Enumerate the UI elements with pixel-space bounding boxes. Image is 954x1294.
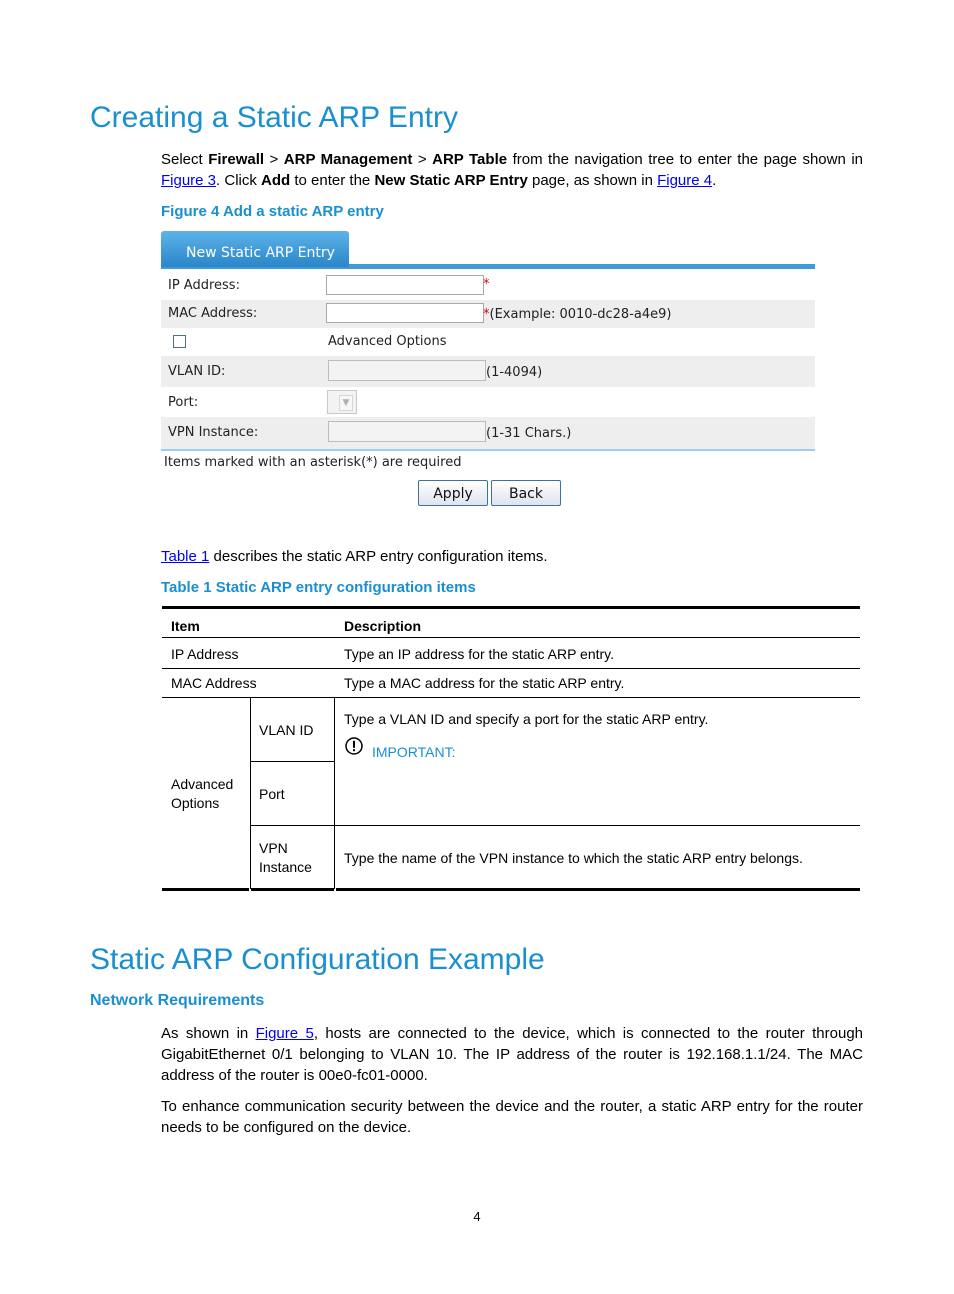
item-advanced-options-line1: Advanced	[171, 776, 234, 792]
link-figure-3[interactable]: Figure 3	[161, 172, 217, 189]
item-ip-address: IP Address	[171, 646, 239, 662]
tab-new-static-arp-entry[interactable]: New Static ARP Entry	[161, 231, 349, 267]
intro-text: Select	[161, 151, 209, 168]
table-reference-text: describes the static ARP entry configuration items.	[209, 548, 548, 565]
item-vpn-instance-line2: Instance	[259, 859, 312, 875]
table-reference-paragraph	[161, 546, 548, 567]
header-description: Description	[344, 618, 422, 634]
mac-address-row	[161, 300, 815, 328]
table-bottom-rule	[162, 888, 249, 891]
table-subrow-rule	[250, 761, 334, 762]
link-figure-5[interactable]: Figure 5	[255, 1025, 314, 1042]
section-title-static-arp-configuration-example: Static ARP Configuration Example	[90, 943, 545, 976]
vlan-id-label: VLAN ID:	[168, 364, 226, 379]
nav-arp-management: ARP Management	[283, 151, 413, 168]
port-label: Port:	[168, 395, 199, 410]
link-table-1[interactable]: Table 1	[161, 548, 210, 565]
ip-address-row	[161, 272, 815, 300]
important-label: IMPORTANT:	[372, 744, 456, 760]
important-icon	[345, 737, 363, 755]
vlan-id-row	[161, 356, 815, 387]
paragraph-text: , hosts are connected to the device, which is connected to the router through GigabitEthernet 0/1 belonging to VLAN 10. The IP address of the router is 192.168.1.1/24. The MAC address of the router is 00e0-fc01-0000.	[161, 1025, 864, 1084]
item-vpn-instance-line1: VPN	[259, 840, 288, 856]
add-keyword: Add	[261, 172, 291, 189]
desc-vpn-instance: Type the name of the VPN instance to which the static ARP entry belongs.	[344, 850, 803, 866]
page-number: 4	[473, 1209, 481, 1224]
table-header-rule	[162, 637, 860, 638]
port-select[interactable]	[327, 390, 357, 414]
chevron-down-icon: ▼	[339, 395, 353, 411]
advanced-options-label: Advanced Options	[328, 334, 447, 349]
intro-text: to enter the	[290, 172, 375, 189]
nav-separator: >	[412, 151, 433, 168]
mac-example-text: (Example: 0010-dc28-a4e9)	[489, 307, 672, 322]
figure-4-caption: Figure 4 Add a static ARP entry	[161, 203, 384, 220]
item-advanced-options-line2: Options	[171, 795, 220, 811]
table-bottom-rule	[251, 888, 334, 891]
network-requirements-paragraph-1	[161, 1023, 863, 1086]
item-vlan-id: VLAN ID	[259, 722, 314, 738]
ip-address-input[interactable]	[326, 275, 484, 295]
table-1-caption: Table 1 Static ARP entry configuration items	[161, 579, 476, 596]
mac-address-label: MAC Address:	[168, 306, 258, 321]
section-title-creating-static-arp-entry: Creating a Static ARP Entry	[90, 101, 458, 134]
desc-mac-address: Type a MAC address for the static ARP entry.	[344, 675, 625, 691]
item-mac-address: MAC Address	[171, 675, 257, 691]
apply-button[interactable]: Apply	[418, 480, 488, 506]
static-arp-config-table	[162, 606, 860, 892]
mac-address-hint	[483, 307, 671, 322]
port-row	[161, 387, 815, 417]
table-column-rule	[334, 697, 335, 889]
table-subrow-rule	[250, 825, 860, 826]
intro-text: from the navigation tree to enter the page shown in	[507, 151, 863, 168]
mac-address-input[interactable]	[326, 303, 484, 323]
ip-address-label: IP Address:	[168, 278, 240, 293]
vpn-instance-input[interactable]	[328, 421, 486, 442]
desc-vlan-id: Type a VLAN ID and specify a port for the static ARP entry.	[344, 711, 709, 727]
advanced-options-checkbox[interactable]	[173, 335, 186, 348]
back-button[interactable]: Back	[491, 480, 561, 506]
desc-ip-address: Type an IP address for the static ARP entry.	[344, 646, 615, 662]
network-requirements-paragraph-2: To enhance communication security between the device and the router, a static ARP entry for the router needs to be configured on the device.	[161, 1098, 863, 1136]
intro-text: .	[712, 172, 717, 189]
subsection-title-network-requirements: Network Requirements	[90, 992, 265, 1009]
form-bottom-divider	[161, 449, 815, 451]
advanced-options-row	[161, 328, 815, 356]
required-fields-note: Items marked with an asterisk(*) are required	[164, 455, 462, 470]
item-port: Port	[259, 786, 285, 802]
table-row-rule	[162, 697, 860, 698]
new-static-arp-entry-form	[161, 231, 815, 511]
intro-paragraph	[161, 149, 863, 191]
table-column-rule	[250, 697, 251, 889]
new-static-arp-entry-keyword: New Static ARP Entry	[374, 172, 528, 189]
intro-text: page, as shown in	[527, 172, 658, 189]
link-figure-4[interactable]: Figure 4	[657, 172, 713, 189]
table-top-rule	[162, 606, 860, 609]
vpn-instance-row	[161, 417, 815, 449]
nav-separator: >	[264, 151, 284, 168]
table-row-rule	[162, 668, 860, 669]
nav-arp-table: ARP Table	[432, 151, 508, 168]
table-bottom-rule	[336, 888, 860, 891]
vpn-instance-label: VPN Instance:	[168, 425, 259, 440]
mac-required-star: *	[483, 307, 490, 322]
vlan-id-hint: (1-4094)	[486, 365, 543, 380]
intro-text: . Click	[216, 172, 262, 189]
nav-firewall: Firewall	[208, 151, 265, 168]
ip-required-star: *	[483, 277, 490, 292]
paragraph-text: As shown in	[161, 1025, 256, 1042]
header-item: Item	[171, 618, 200, 634]
vpn-instance-hint: (1-31 Chars.)	[486, 426, 572, 441]
vlan-id-input[interactable]	[328, 360, 486, 381]
